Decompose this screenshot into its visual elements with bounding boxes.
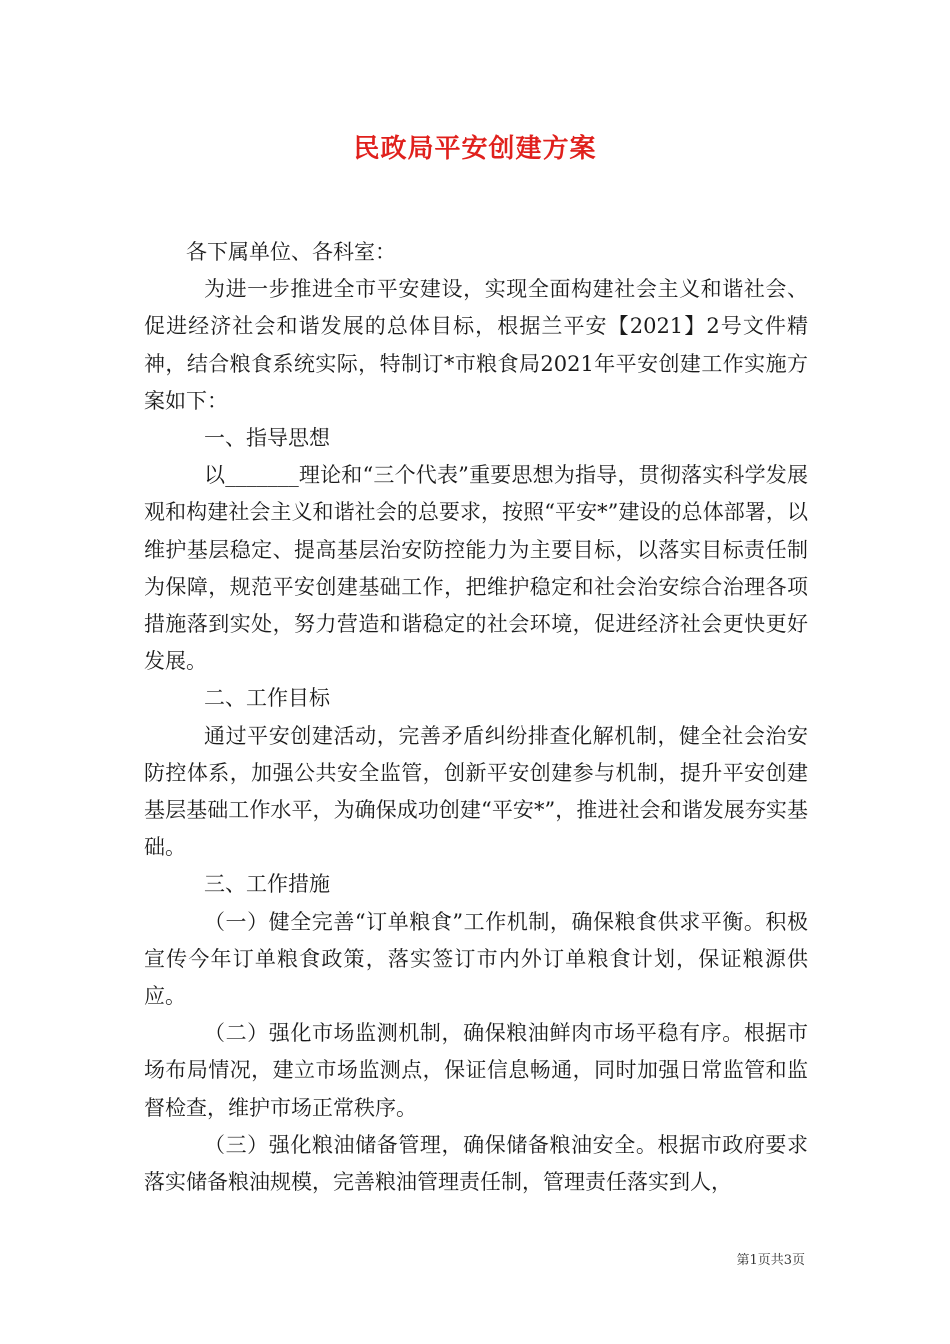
- intro-paragraph: 为进一步推进全市平安建设，实现全面构建社会主义和谐社会、促进经济社会和谐发展的总体目标，根据兰平安【2021】2号文件精神，结合粮食系统实际，特制订*市粮食局2021年平安创建工作实施方案如下：: [144, 277, 808, 413]
- section-heading-work-measures: 三、工作措施: [204, 872, 330, 897]
- measure-1-paragraph: （一）健全完善“订单粮食”工作机制，确保粮食供求平衡。积极宣传今年订单粮食政策，落实签订市内外订单粮食计划，保证粮源供应。: [144, 909, 808, 1009]
- guiding-thought-paragraph: 以_______理论和“三个代表”重要思想为指导，贯彻落实科学发展观和构建社会主义和谐社会的总要求，按照“平安*”建设的总体部署，以维护基层稳定、提高基层治安防控能力为主要目标，以落实目标责任制为保障，规范平安创建基础工作，把维护稳定和社会治安综合治理各项措施落到实处，努力营造和谐稳定的社会环境，促进经济社会更快更好发展。: [144, 463, 808, 674]
- page-title: 民政局平安创建方案: [353, 134, 597, 164]
- section-heading-guiding-thought: 一、指导思想: [204, 426, 330, 451]
- measure-3-paragraph: （三）强化粮油储备管理，确保储备粮油安全。根据市政府要求落实储备粮油规模，完善粮油管理责任制，管理责任落实到人，: [144, 1132, 808, 1195]
- work-goals-paragraph: 通过平安创建活动，完善矛盾纠纷排查化解机制，健全社会治安防控体系，加强公共安全监管，创新平安创建参与机制，提升平安创建基层基础工作水平，为确保成功创建“平安*”，推进社会和谐发展夯实基础。: [144, 723, 808, 860]
- salutation: 各下属单位、各科室：: [186, 240, 396, 264]
- document-body: [144, 234, 808, 1201]
- page-number: 第1页共3页: [736, 1253, 805, 1268]
- measure-2-paragraph: （二）强化市场监测机制，确保粮油鲜肉市场平稳有序。根据市场布局情况，建立市场监测点，保证信息畅通，同时加强日常监管和监督检查，维护市场正常秩序。: [144, 1021, 808, 1120]
- section-heading-work-goals: 二、工作目标: [204, 686, 330, 711]
